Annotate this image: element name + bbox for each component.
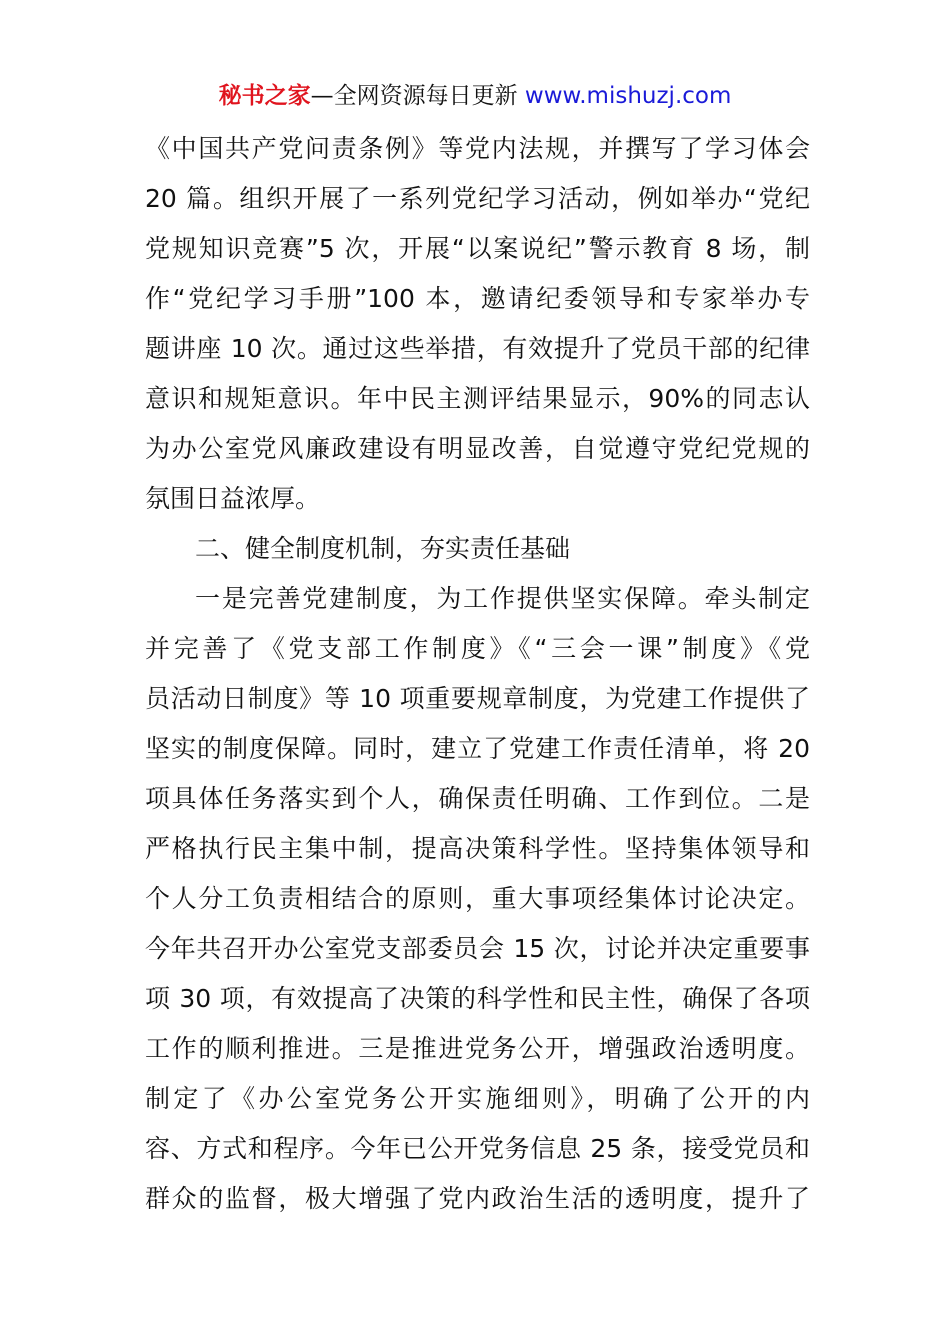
- body-line: 今年共召开办公室党支部委员会 15 次，讨论并决定重要事: [145, 934, 810, 963]
- body-line: 群众的监督，极大增强了党内政治生活的透明度，提升了: [145, 1184, 810, 1213]
- body-line: 工作的顺利推进。三是推进党务公开，增强政治透明度。: [145, 1034, 810, 1063]
- body-line: 制定了《办公室党务公开实施细则》，明确了公开的内: [145, 1084, 810, 1113]
- body-line: 项具体任务落实到个人，确保责任明确、工作到位。二是: [145, 784, 810, 813]
- body-line: 容、方式和程序。今年已公开党务信息 25 条，接受党员和: [145, 1134, 810, 1163]
- site-url-link[interactable]: www.mishuzj.com: [524, 83, 732, 109]
- body-line: 并完善了《党支部工作制度》《“三会一课”制度》《党: [145, 634, 810, 663]
- site-header: [0, 78, 950, 114]
- paragraph-first-line: 一是完善党建制度，为工作提供坚实保障。牵头制定: [195, 584, 810, 613]
- body-line: 意识和规矩意识。年中民主测评结果显示，90%的同志认: [145, 384, 810, 413]
- body-line: 为办公室党风廉政建设有明显改善，自觉遵守党纪党规的: [145, 434, 810, 463]
- section-heading: 二、健全制度机制，夯实责任基础: [195, 534, 571, 563]
- document-body: [145, 124, 810, 1224]
- body-line: 氛围日益浓厚。: [145, 484, 321, 513]
- body-line: 员活动日制度》等 10 项重要规章制度，为党建工作提供了: [145, 684, 810, 713]
- body-line: 坚实的制度保障。同时，建立了党建工作责任清单，将 20: [145, 734, 810, 763]
- site-tagline: —全网资源每日更新: [310, 83, 518, 109]
- body-line: 项 30 项，有效提高了决策的科学性和民主性，确保了各项: [145, 984, 810, 1013]
- body-line: 个人分工负责相结合的原则，重大事项经集体讨论决定。: [145, 884, 810, 913]
- body-line: 党规知识竞赛”5 次，开展“以案说纪”警示教育 8 场，制: [145, 234, 810, 263]
- body-line: 题讲座 10 次。通过这些举措，有效提升了党员干部的纪律: [145, 334, 810, 363]
- body-line: 作“党纪学习手册”100 本，邀请纪委领导和专家举办专: [145, 284, 810, 313]
- body-line: 《中国共产党问责条例》等党内法规，并撰写了学习体会: [145, 134, 810, 163]
- body-line: 20 篇。组织开展了一系列党纪学习活动，例如举办“党纪: [145, 184, 810, 213]
- site-brand: 秘书之家: [218, 83, 311, 109]
- body-line: 严格执行民主集中制，提高决策科学性。坚持集体领导和: [145, 834, 810, 863]
